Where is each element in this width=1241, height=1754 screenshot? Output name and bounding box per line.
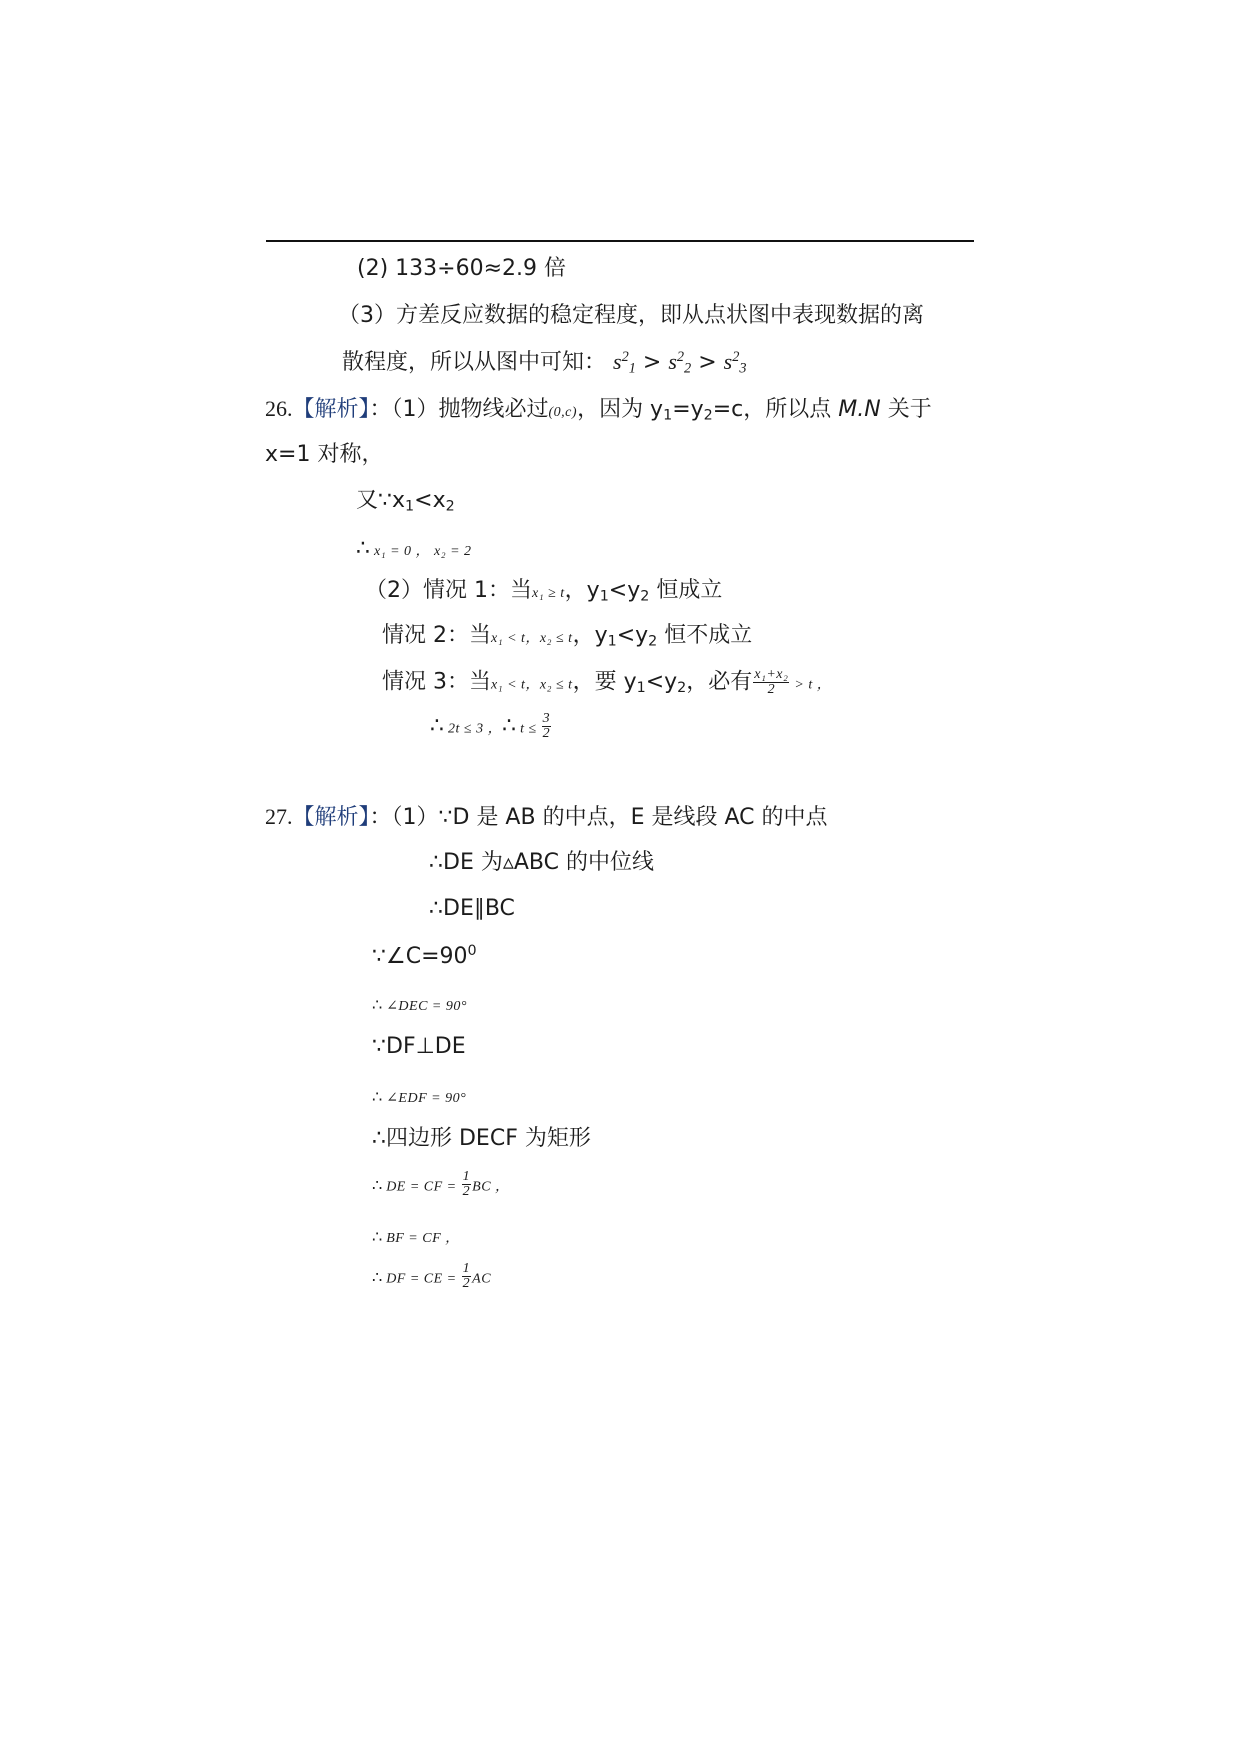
q27-df-ce: DF = CE = xyxy=(382,1271,461,1287)
q26-l3-text: 又∵x xyxy=(356,488,406,513)
q25-part3-line2 xyxy=(342,350,747,376)
q27-line10 xyxy=(372,1225,460,1247)
q27-line3 xyxy=(429,898,515,920)
q27-angle-edf: ∠EDF = 90° xyxy=(382,1091,467,1106)
therefore-symbol: ∴ xyxy=(430,713,444,739)
therefore-symbol: ∴ xyxy=(372,1267,383,1287)
q26-line1: 26.【解析】：（1）抛物线必过(0,c)，因为 $y_1=y_2=c$，所以点 M.N 关于 xyxy=(265,396,932,424)
q26-case3-condition2: x₂ ≤ t xyxy=(539,677,573,693)
q26-case3-conclusion: ∴ 2t ≤ 3 ，∴ t ≤ $\frac{3}{2}$ xyxy=(430,711,551,741)
q27-line8 xyxy=(372,1128,591,1150)
q27-bf-cf: BF = CF ， xyxy=(382,1231,460,1246)
q27-line6 xyxy=(372,1036,466,1058)
q26-l4-result: x₁ = 0 ， x₂ = 2 xyxy=(370,544,472,559)
q27-line2 xyxy=(429,852,654,874)
therefore-symbol: ∴ xyxy=(356,536,370,561)
q26-case1-label: （2）情况 1：当 xyxy=(365,578,532,603)
q26-three-halves-fraction: $\frac{3}{2}$ xyxy=(542,711,551,741)
gt-sign-1: > xyxy=(642,349,669,375)
q26-l1-text-b: ，因为 y xyxy=(577,397,664,422)
q27-number: 27. xyxy=(265,804,293,829)
gt-sign-2: > xyxy=(698,349,724,375)
q25-part3-line1 xyxy=(338,305,924,327)
q27-line9: ∴ DE = CF = $\frac{1}{2}$ BC ， xyxy=(372,1169,510,1199)
q26-case1-condition: x₁ ≥ t xyxy=(532,586,565,601)
header-divider-line xyxy=(266,240,974,242)
q26-number: 26. xyxy=(265,396,293,421)
q26-midpoint-fraction: $\frac{\text{x₁+x₂}}{2}$ xyxy=(754,667,789,697)
q26-case3-condition1: x₁ < t xyxy=(491,677,526,693)
variance-s3: $s^2_3$ xyxy=(723,348,747,377)
q26-point: (0,c) xyxy=(548,405,578,420)
q26-points-mn: M.N xyxy=(838,397,881,422)
q26-l2-text: x=1 对称， xyxy=(265,442,384,467)
q26-analysis-tag: 【解析】 xyxy=(292,397,370,422)
q26-case3: 情况 3：当x₁ < t，x₂ ≤ t，要 $y_1<y_2$，必有 $\frac{\text{x₁+x₂}}{2}$ > t ， xyxy=(382,667,832,697)
q27-l8-text: ∴四边形 DECF 为矩形 xyxy=(372,1126,591,1151)
q27-half-fraction: $\frac{1}{2}$ xyxy=(462,1261,471,1291)
q25-part3-text1: （3）方差反应数据的稳定程度，即从点状图中表现数据的离 xyxy=(338,303,924,328)
q27-l3-text: ∴DE∥BC xyxy=(429,896,515,921)
therefore-symbol: ∴ xyxy=(372,1087,383,1106)
therefore-symbol: ∴ xyxy=(372,995,383,1014)
q26-line2 xyxy=(265,444,383,466)
q27-l4-text: ∵∠C=90 xyxy=(372,943,468,969)
therefore-symbol: ∴ xyxy=(372,1175,383,1195)
q27-line1 xyxy=(265,806,827,829)
q27-angle-dec: ∠DEC = 90° xyxy=(382,999,467,1014)
q26-line3: 又$\because x_1<x_2$ xyxy=(356,488,455,515)
q26-case2-label: 情况 2：当 xyxy=(382,623,491,648)
q27-l6-text: ∵DF⊥DE xyxy=(372,1034,466,1059)
q26-line4 xyxy=(356,538,472,560)
q25-part2-line xyxy=(357,258,566,280)
q27-half-fraction: $\frac{1}{2}$ xyxy=(462,1169,471,1199)
therefore-symbol: ∴ xyxy=(502,713,517,739)
q27-line4: $\because\angle C=90^0$ xyxy=(372,943,477,969)
q27-de-cf: DE = CF = xyxy=(382,1179,461,1195)
q26-case2-condition2: x₂ ≤ t xyxy=(539,631,573,646)
variance-s1: $s^2_1$ xyxy=(613,348,636,377)
q27-analysis-tag: 【解析】 xyxy=(292,805,370,830)
q26-l1-text-a: ：（1）抛物线必过 xyxy=(369,397,549,422)
q27-line7 xyxy=(372,1085,466,1107)
q27-line11: ∴ DF = CE = $\frac{1}{2}$ AC xyxy=(372,1261,492,1291)
q25-part2-text: (2) 133÷60≈2.9 倍 xyxy=(357,256,566,281)
q25-part3-text2: 散程度，所以从图中可知： xyxy=(342,349,607,375)
therefore-symbol: ∴ xyxy=(372,1227,383,1246)
q27-l1-text: ：（1）∵D 是 AB 的中点，E 是线段 AC 的中点 xyxy=(369,805,828,830)
q26-case2-condition1: x₁ < t xyxy=(491,631,526,646)
q26-case3-label: 情况 3：当 xyxy=(382,669,491,695)
variance-s2: $s^2_2$ xyxy=(668,348,692,377)
q27-line5 xyxy=(372,993,467,1015)
q26-case1: （2）情况 1：当x₁ ≥ t，$y_1<y_2$ 恒成立 xyxy=(365,578,723,605)
q27-l2-text: ∴DE 为▵ABC 的中位线 xyxy=(429,850,654,875)
q26-case2: 情况 2：当x₁ < t，x₂ ≤ t，$y_1<y_2$ 恒不成立 xyxy=(382,623,753,650)
